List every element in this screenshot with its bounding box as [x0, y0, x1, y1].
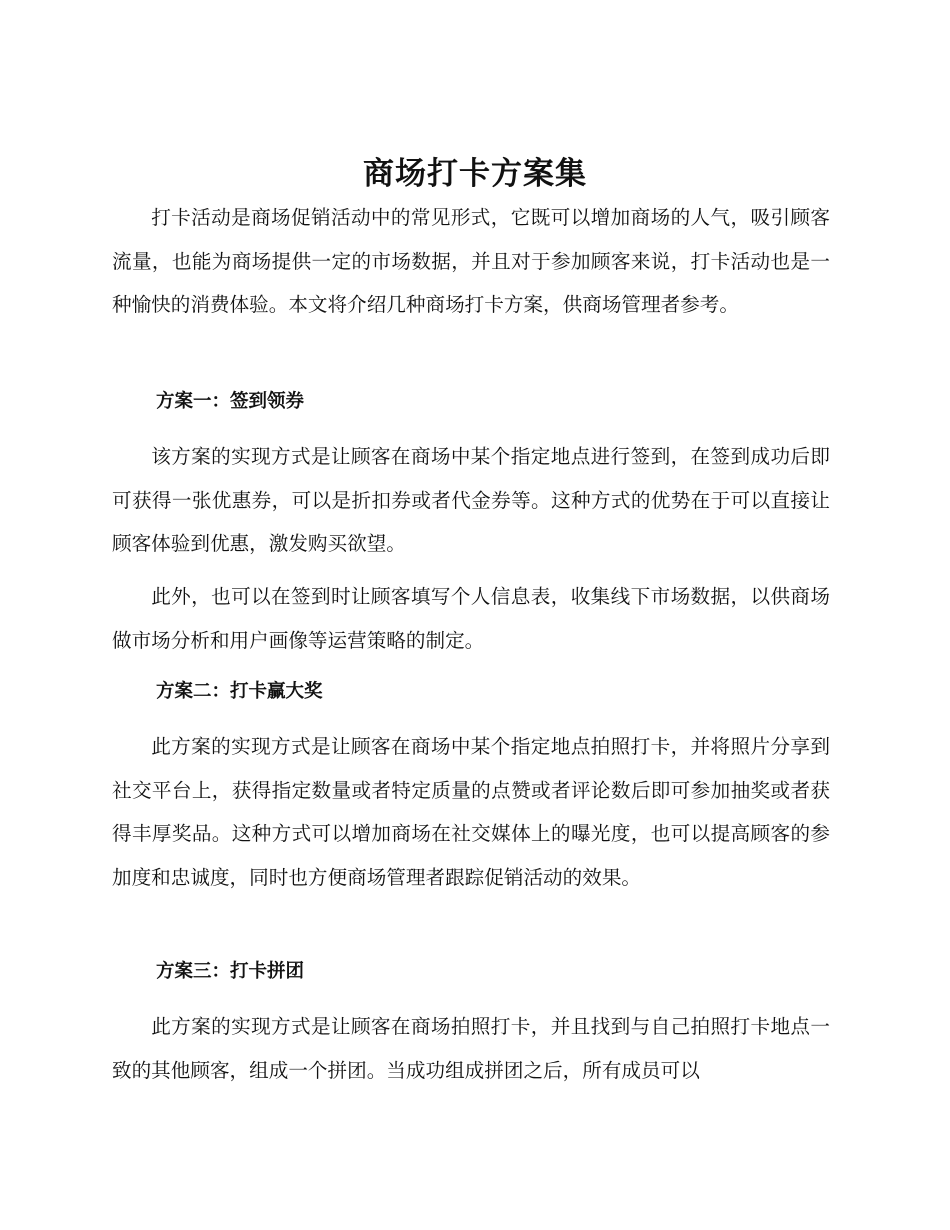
section-1-paragraph-2: 此外，也可以在签到时让顾客填写个人信息表，收集线下市场数据，以供商场做市场分析和用户画像等运营策略的制定。 [112, 585, 830, 652]
section-2-heading: 方案二：打卡赢大奖 [156, 681, 323, 702]
intro-paragraph: 打卡活动是商场促销活动中的常见形式，它既可以增加商场的人气，吸引顾客流量，也能为商场提供一定的市场数据，并且对于参加顾客来说，打卡活动也是一种愉快的消费体验。本文将介绍几种商场打卡方案，供商场管理者参考。 [112, 206, 830, 316]
section-1-heading: 方案一：签到领券 [156, 391, 305, 412]
document-title: 商场打卡方案集 [363, 156, 587, 192]
section-3-paragraph-1: 此方案的实现方式是让顾客在商场拍照打卡，并且找到与自己拍照打卡地点一致的其他顾客，组成一个拼团。当成功组成拼团之后，所有成员可以 [112, 1015, 830, 1082]
section-3-heading: 方案三：打卡拼团 [156, 961, 305, 982]
section-1-paragraph-1: 该方案的实现方式是让顾客在商场中某个指定地点进行签到，在签到成功后即可获得一张优惠券，可以是折扣券或者代金券等。这种方式的优势在于可以直接让顾客体验到优惠，激发购买欲望。 [112, 445, 830, 555]
section-2-paragraph-1: 此方案的实现方式是让顾客在商场中某个指定地点拍照打卡，并将照片分享到社交平台上，获得指定数量或者特定质量的点赞或者评论数后即可参加抽奖或者获得丰厚奖品。这种方式可以增加商场在社交媒体上的曝光度，也可以提高顾客的参加度和忠诚度，同时也方便商场管理者跟踪促销活动的效果。 [112, 735, 830, 889]
